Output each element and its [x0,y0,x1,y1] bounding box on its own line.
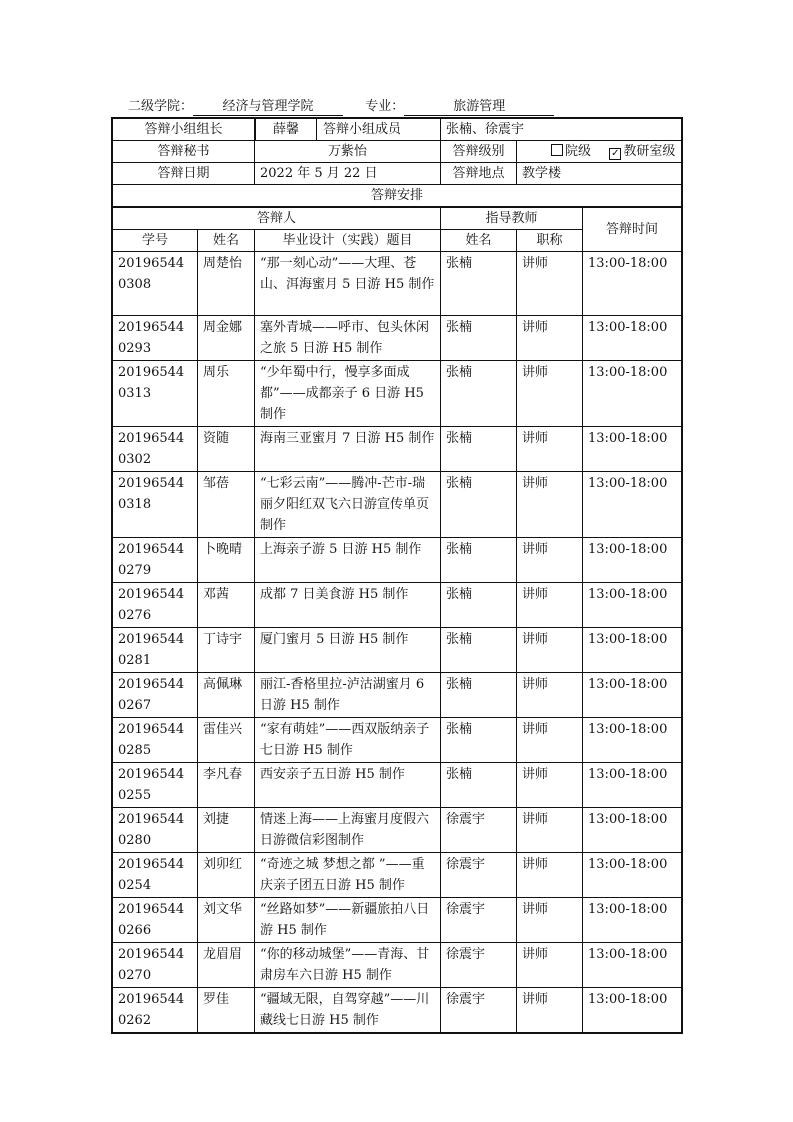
advisor-name-cell: 张楠 [441,427,517,472]
student-name-cell: 刘文华 [198,898,255,943]
advisor-title-cell: 讲师 [517,316,583,361]
major-label: 专业： [365,99,405,114]
defense-time-cell: 13:00-18:00 [583,853,682,898]
advisor-title-cell: 讲师 [517,583,583,628]
meta-row-secretary [113,141,682,163]
place-label: 答辩地点 [441,163,517,185]
advisor-group-header: 指导教师 [441,207,583,230]
advisor-title-cell: 讲师 [517,361,583,427]
advisor-name-cell: 张楠 [441,763,517,808]
student-id-cell: 201965440281 [113,628,198,673]
major-value: 旅游管理 [404,99,554,116]
student-name-cell: 资随 [198,427,255,472]
advisor-name-header: 姓名 [441,230,517,252]
student-id-cell: 201965440255 [113,763,198,808]
table-row [113,316,682,361]
level-label: 答辩级别 [452,144,505,159]
defense-time-cell: 13:00-18:00 [583,361,682,427]
table-row [113,853,682,898]
student-id-cell: 201965440318 [113,472,198,538]
advisor-title-cell: 讲师 [517,472,583,538]
advisor-name-cell: 张楠 [441,472,517,538]
time-header: 答辩时间 [583,207,682,252]
student-name-cell: 邓茜 [198,583,255,628]
defense-time-cell: 13:00-18:00 [583,538,682,583]
defense-time-cell: 13:00-18:00 [583,898,682,943]
advisor-name-cell: 张楠 [441,538,517,583]
advisor-title-header: 职称 [517,230,583,252]
level-option1-label: 院级 [565,144,592,159]
advisor-title-cell: 讲师 [517,718,583,763]
level-option2-checkbox[interactable]: ✓ [611,148,620,159]
student-id-cell: 201965440280 [113,808,198,853]
topic-cell: “少年蜀中行，慢享多面成都”——成都亲子 6 日游 H5 制作 [255,361,441,427]
advisor-title-cell: 讲师 [517,538,583,583]
topic-cell: 情迷上海——上海蜜月度假六日游微信彩图制作 [255,808,441,853]
student-id-cell: 201965440262 [113,988,198,1033]
defense-time-cell: 13:00-18:00 [583,472,682,538]
table-row [113,538,682,583]
leader-value: 薛馨 [255,119,316,140]
topic-cell: 厦门蜜月 5 日游 H5 制作 [255,628,441,673]
advisor-title-cell: 讲师 [517,808,583,853]
topic-cell: “你的移动城堡”——青海、甘肃房车六日游 H5 制作 [255,943,441,988]
table-row [113,808,682,853]
meta-row-date [113,163,682,185]
advisor-name-cell: 张楠 [441,718,517,763]
advisor-name-cell: 徐震宇 [441,943,517,988]
student-name-cell: 邹蓓 [198,472,255,538]
defense-time-cell: 13:00-18:00 [583,718,682,763]
defense-time-cell: 13:00-18:00 [583,628,682,673]
student-name-cell: 雷佳兴 [198,718,255,763]
defense-time-cell: 13:00-18:00 [583,988,682,1033]
name-header: 姓名 [198,230,255,252]
student-id-cell: 201965440313 [113,361,198,427]
table-row [113,718,682,763]
table-row [113,472,682,538]
student-name-cell: 龙眉眉 [198,943,255,988]
advisor-name-cell: 张楠 [441,316,517,361]
defense-time-cell: 13:00-18:00 [583,583,682,628]
advisor-title-cell: 讲师 [517,763,583,808]
student-name-cell: 周金娜 [198,316,255,361]
meta-row-leader [113,119,682,141]
student-id-cell: 201965440267 [113,673,198,718]
level-option1-checkbox[interactable] [551,144,563,156]
date-label: 答辩日期 [113,163,255,185]
defense-time-cell: 13:00-18:00 [583,943,682,988]
group-header-row [113,207,682,230]
table-row [113,673,682,718]
table-row [113,988,682,1033]
topic-cell: 西安亲子五日游 H5 制作 [255,763,441,808]
date-value: 2022 年 5 月 22 日 [255,163,441,185]
student-id-cell: 201965440266 [113,898,198,943]
student-name-cell: 周乐 [198,361,255,427]
topic-cell: “七彩云南”——腾冲-芒市-瑞丽夕阳红双飞六日游宣传单页制作 [255,472,441,538]
secretary-value: 万紫怡 [328,144,368,159]
student-name-cell: 刘卯红 [198,853,255,898]
topic-cell: 上海亲子游 5 日游 H5 制作 [255,538,441,583]
student-name-cell: 丁诗宇 [198,628,255,673]
topic-cell: 丽江-香格里拉-泸沽湖蜜月 6 日游 H5 制作 [255,673,441,718]
table-row [113,628,682,673]
advisor-title-cell: 讲师 [517,898,583,943]
student-id-cell: 201965440308 [113,252,198,316]
advisor-name-cell: 徐震宇 [441,898,517,943]
defense-time-cell: 13:00-18:00 [583,808,682,853]
topic-cell: 成都 7 日美食游 H5 制作 [255,583,441,628]
defense-time-cell: 13:00-18:00 [583,252,682,316]
student-name-cell: 高佩琳 [198,673,255,718]
topic-header: 毕业设计（实践）题目 [255,230,441,252]
student-id-cell: 201965440293 [113,316,198,361]
members-label: 答辩小组成员 [316,119,440,140]
table-row [113,252,682,316]
advisor-title-cell: 讲师 [517,673,583,718]
student-name-cell: 李凡春 [198,763,255,808]
topic-cell: “奇迹之城 梦想之都 ”——重庆亲子团五日游 H5 制作 [255,853,441,898]
student-id-cell: 201965440279 [113,538,198,583]
arrangement-title: 答辩安排 [113,185,682,208]
advisor-name-cell: 张楠 [441,673,517,718]
level-option2-label: 教研室级 [623,144,676,159]
advisor-name-cell: 徐震宇 [441,853,517,898]
student-id-cell: 201965440270 [113,943,198,988]
student-id-cell: 201965440285 [113,718,198,763]
advisor-title-cell: 讲师 [517,427,583,472]
table-row [113,898,682,943]
table-row [113,361,682,427]
form-header [128,97,688,117]
defender-group-header: 答辩人 [113,207,441,230]
members-value: 张楠、徐震宇 [441,119,682,141]
leader-label: 答辩小组组长 [144,122,223,137]
level-options [517,141,682,163]
advisor-name-cell: 徐震宇 [441,808,517,853]
defense-table [112,118,682,1033]
college-label: 二级学院： [128,99,194,114]
student-name-cell: 卜晚晴 [198,538,255,583]
topic-cell: “丝路如梦”——新疆旅拍八日游 H5 制作 [255,898,441,943]
advisor-title-cell: 讲师 [517,988,583,1033]
topic-cell: 海南三亚蜜月 7 日游 H5 制作 [255,427,441,472]
arrangement-title-row [113,185,682,208]
defense-time-cell: 13:00-18:00 [583,763,682,808]
student-name-cell: 刘捷 [198,808,255,853]
id-header: 学号 [113,230,198,252]
student-id-cell: 201965440302 [113,427,198,472]
student-name-cell: 周楚怡 [198,252,255,316]
topic-cell: “那一刻心动”——大理、苍山、洱海蜜月 5 日游 H5 制作 [255,252,441,316]
advisor-name-cell: 张楠 [441,628,517,673]
defense-time-cell: 13:00-18:00 [583,316,682,361]
advisor-title-cell: 讲师 [517,628,583,673]
advisor-name-cell: 徐震宇 [441,988,517,1033]
advisor-name-cell: 张楠 [441,252,517,316]
topic-cell: 塞外青城——呼市、包头休闲之旅 5 日游 H5 制作 [255,316,441,361]
student-id-cell: 201965440276 [113,583,198,628]
defense-time-cell: 13:00-18:00 [583,673,682,718]
table-row [113,763,682,808]
student-name-cell: 罗佳 [198,988,255,1033]
place-value: 教学楼 [517,163,682,185]
advisor-name-cell: 张楠 [441,361,517,427]
table-row [113,583,682,628]
advisor-title-cell: 讲师 [517,252,583,316]
table-row [113,427,682,472]
topic-cell: “疆域无限，自驾穿越”——川藏线七日游 H5 制作 [255,988,441,1033]
advisor-title-cell: 讲师 [517,943,583,988]
advisor-title-cell: 讲师 [517,853,583,898]
advisor-name-cell: 张楠 [441,583,517,628]
secretary-label: 答辩秘书 [113,141,255,163]
table-row [113,943,682,988]
college-value: 经济与管理学院 [193,99,343,116]
student-id-cell: 201965440254 [113,853,198,898]
defense-time-cell: 13:00-18:00 [583,427,682,472]
topic-cell: “家有萌娃”——西双版纳亲子七日游 H5 制作 [255,718,441,763]
